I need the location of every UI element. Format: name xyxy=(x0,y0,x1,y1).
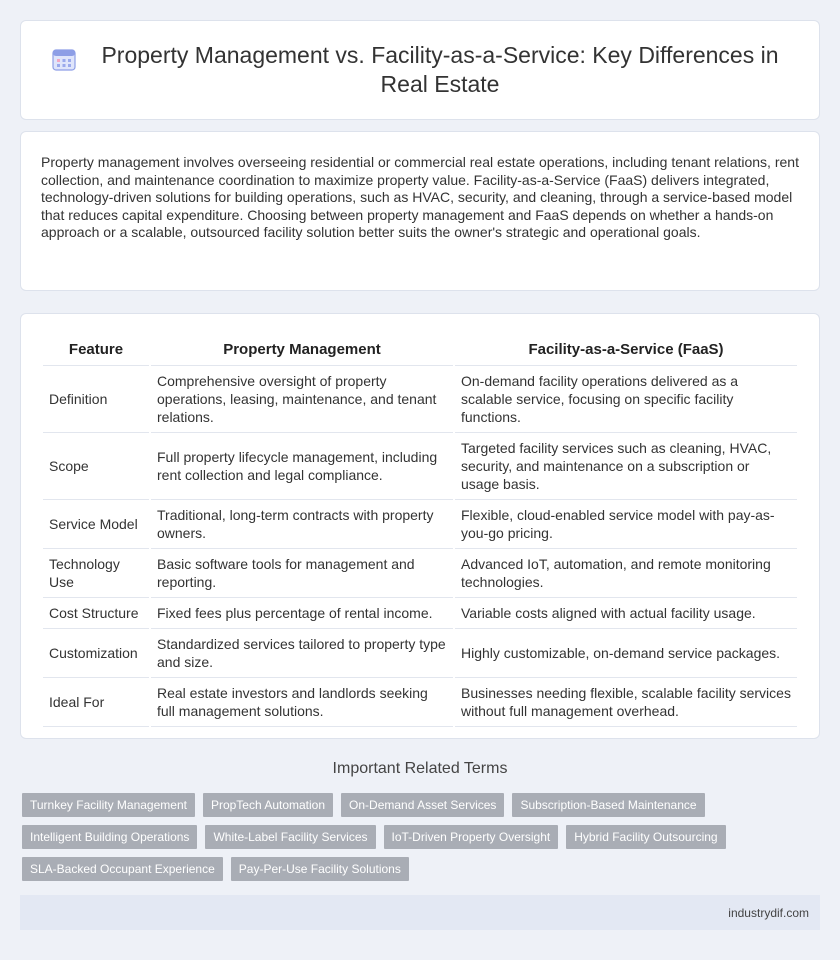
table-row xyxy=(43,678,797,727)
intro-card xyxy=(20,131,820,291)
pm-cell: Real estate investors and landlords seeking full management solutions. xyxy=(151,678,453,727)
faas-cell: Targeted facility services such as cleaning, HVAC, security, and maintenance on a subscription or usage basis. xyxy=(455,433,797,500)
comparison-table xyxy=(41,334,799,727)
related-term-tag[interactable]: PropTech Automation xyxy=(203,793,333,817)
faas-cell: On-demand facility operations delivered as a scalable service, focusing on specific facility functions. xyxy=(455,366,797,433)
page-title: Property Management vs. Facility-as-a-Service: Key Differences in Real Estate xyxy=(101,42,779,97)
pm-cell: Comprehensive oversight of property operations, leasing, maintenance, and tenant relations. xyxy=(151,366,453,433)
related-term-tag[interactable]: On-Demand Asset Services xyxy=(341,793,504,817)
table-row xyxy=(43,598,797,629)
table-row xyxy=(43,629,797,678)
feature-cell: Scope xyxy=(43,433,149,500)
faas-cell: Highly customizable, on-demand service packages. xyxy=(455,629,797,678)
table-row xyxy=(43,500,797,549)
feature-cell: Ideal For xyxy=(43,678,149,727)
pm-cell: Traditional, long-term contracts with property owners. xyxy=(151,500,453,549)
header-card xyxy=(20,20,820,120)
table-row xyxy=(43,366,797,433)
feature-cell: Customization xyxy=(43,629,149,678)
pm-cell: Fixed fees plus percentage of rental income. xyxy=(151,598,453,629)
related-term-tag[interactable]: SLA-Backed Occupant Experience xyxy=(22,857,223,881)
comparison-table-card xyxy=(20,313,820,739)
table-row xyxy=(43,433,797,500)
related-term-tag[interactable]: Subscription-Based Maintenance xyxy=(512,793,704,817)
pm-cell: Standardized services tailored to property type and size. xyxy=(151,629,453,678)
table-header-row xyxy=(43,334,797,366)
faas-cell: Variable costs aligned with actual facility usage. xyxy=(455,598,797,629)
related-term-tag[interactable]: White-Label Facility Services xyxy=(205,825,375,849)
faas-cell: Flexible, cloud-enabled service model with pay-as-you-go pricing. xyxy=(455,500,797,549)
header-feature: Feature xyxy=(43,334,149,366)
feature-cell: Technology Use xyxy=(43,549,149,598)
related-term-tag[interactable]: Intelligent Building Operations xyxy=(22,825,197,849)
faas-cell: Businesses needing flexible, scalable facility services without full management overhead. xyxy=(455,678,797,727)
intro-paragraph: Property management involves overseeing residential or commercial real estate operations, including tenant relations, rent collection, and maintenance coordination to maximize property value. Facility-as-a-Service (FaaS) delivers integrated, technology-driven solutions for building operations, such as HVAC, security, and cleaning, through a service-based model that reduces capital expenditure. Choosing between property management and FaaS depends on whether a hands-on approach or a scalable, outsourced facility solution better suits the owner's strategic and operational goals. xyxy=(41,154,799,240)
pm-cell: Full property lifecycle management, including rent collection and legal compliance. xyxy=(151,433,453,500)
feature-cell: Definition xyxy=(43,366,149,433)
table-row xyxy=(43,549,797,598)
related-term-tag[interactable]: IoT-Driven Property Oversight xyxy=(384,825,559,849)
related-term-tag[interactable]: Pay-Per-Use Facility Solutions xyxy=(231,857,409,881)
related-terms-tags xyxy=(22,793,822,889)
pm-cell: Basic software tools for management and reporting. xyxy=(151,549,453,598)
related-terms-title: Important Related Terms xyxy=(332,760,508,777)
related-term-tag[interactable]: Hybrid Facility Outsourcing xyxy=(566,825,725,849)
footer-site-link[interactable]: industrydif.com xyxy=(728,905,809,920)
footer xyxy=(20,895,820,930)
related-term-tag[interactable]: Turnkey Facility Management xyxy=(22,793,195,817)
header-faas: Facility-as-a-Service (FaaS) xyxy=(455,334,797,366)
feature-cell: Service Model xyxy=(43,500,149,549)
header-property-management: Property Management xyxy=(151,334,453,366)
faas-cell: Advanced IoT, automation, and remote monitoring technologies. xyxy=(455,549,797,598)
feature-cell: Cost Structure xyxy=(43,598,149,629)
